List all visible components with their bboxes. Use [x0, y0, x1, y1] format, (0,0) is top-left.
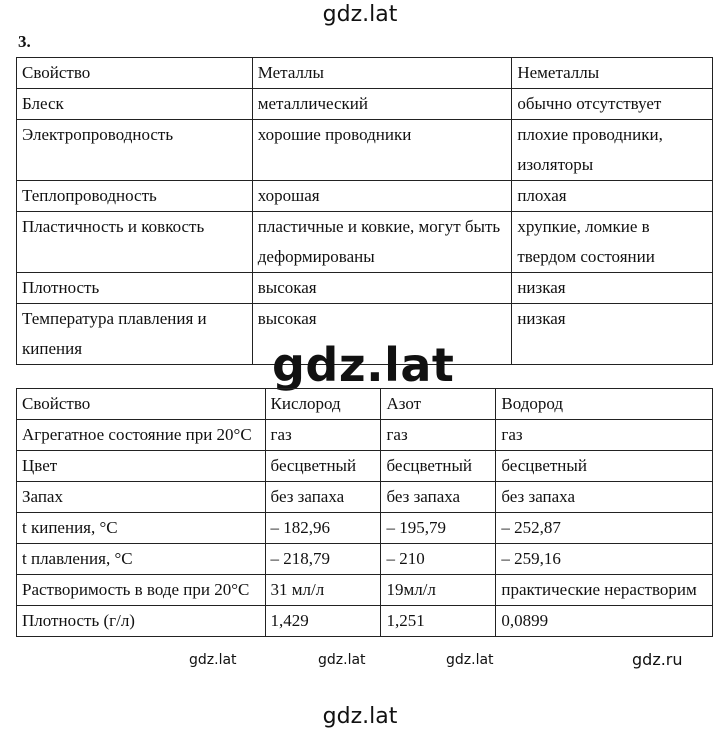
watermark-gdz-ru: gdz.ru — [632, 650, 683, 669]
table-header-cell: Неметаллы — [512, 58, 713, 89]
table-cell: Электропроводность — [17, 120, 253, 181]
table-header-cell: Азот — [381, 389, 496, 420]
table-cell: газ — [265, 420, 381, 451]
table-cell: Пластичность и ковкость — [17, 212, 253, 273]
table-cell: 1,251 — [381, 606, 496, 637]
table-cell: пластичные и ковкие, могут быть деформированы — [252, 212, 512, 273]
table-cell: хрупкие, ломкие в твердом состоянии — [512, 212, 713, 273]
table-header-cell: Свойство — [17, 58, 253, 89]
watermark-small: gdz.lat — [443, 652, 497, 668]
table-cell: 0,0899 — [496, 606, 713, 637]
table-cell: – 259,16 — [496, 544, 713, 575]
table-cell: высокая — [252, 304, 512, 365]
table-cell: бесцветный — [381, 451, 496, 482]
table-row — [17, 451, 713, 482]
table-cell: Плотность (г/л) — [17, 606, 266, 637]
watermark-top: gdz.lat — [322, 2, 398, 27]
table-cell: обычно отсутствует — [512, 89, 713, 120]
table-header-cell: Металлы — [252, 58, 512, 89]
table-cell: – 252,87 — [496, 513, 713, 544]
table-cell: плохие проводники, изоляторы — [512, 120, 713, 181]
table-row — [17, 513, 713, 544]
table-cell: хорошая — [252, 181, 512, 212]
table-row — [17, 120, 713, 181]
table-row — [17, 606, 713, 637]
table-cell: бесцветный — [496, 451, 713, 482]
table-cell: Плотность — [17, 273, 253, 304]
task-number: 3. — [18, 32, 31, 51]
table-header-cell: Свойство — [17, 389, 266, 420]
table-cell: газ — [381, 420, 496, 451]
watermark-bottom: gdz.lat — [322, 704, 398, 729]
table-row — [17, 575, 713, 606]
table-cell: – 210 — [381, 544, 496, 575]
table-cell: без запаха — [496, 482, 713, 513]
table-cell: – 195,79 — [381, 513, 496, 544]
table-cell: хорошие проводники — [252, 120, 512, 181]
table-header-cell: Кислород — [265, 389, 381, 420]
table-cell: 1,429 — [265, 606, 381, 637]
table-row — [17, 89, 713, 120]
table-cell: практические нерастворим — [496, 575, 713, 606]
table-cell: без запаха — [265, 482, 381, 513]
table-row — [17, 181, 713, 212]
table-cell: 19мл/л — [381, 575, 496, 606]
table-row — [17, 482, 713, 513]
metals-nonmetals-table — [16, 57, 713, 365]
table-cell: Температура плавления и кипения — [17, 304, 253, 365]
table-cell: Блеск — [17, 89, 253, 120]
table-cell: бесцветный — [265, 451, 381, 482]
table-header-row — [17, 58, 713, 89]
table-cell: t кипения, °C — [17, 513, 266, 544]
table-cell: Теплопроводность — [17, 181, 253, 212]
watermark-small: gdz.lat — [186, 652, 240, 668]
table-cell: низкая — [512, 273, 713, 304]
table-row — [17, 544, 713, 575]
table-cell: без запаха — [381, 482, 496, 513]
watermark-large: gdz.lat — [272, 338, 455, 392]
watermark-small: gdz.lat — [315, 652, 369, 668]
table-cell: – 182,96 — [265, 513, 381, 544]
table-cell: – 218,79 — [265, 544, 381, 575]
table-cell: металлический — [252, 89, 512, 120]
table-cell: Агрегатное состояние при 20°C — [17, 420, 266, 451]
table-header-cell: Водород — [496, 389, 713, 420]
table-cell: плохая — [512, 181, 713, 212]
gases-properties-table — [16, 388, 713, 637]
table-row — [17, 420, 713, 451]
table-cell: Растворимость в воде при 20°C — [17, 575, 266, 606]
table-cell: высокая — [252, 273, 512, 304]
table-cell: газ — [496, 420, 713, 451]
table-cell: t плавления, °C — [17, 544, 266, 575]
table-cell: 31 мл/л — [265, 575, 381, 606]
table-row — [17, 273, 713, 304]
table-cell: Запах — [17, 482, 266, 513]
table-cell: Цвет — [17, 451, 266, 482]
table-row — [17, 212, 713, 273]
table-cell: низкая — [512, 304, 713, 365]
table-header-row — [17, 389, 713, 420]
